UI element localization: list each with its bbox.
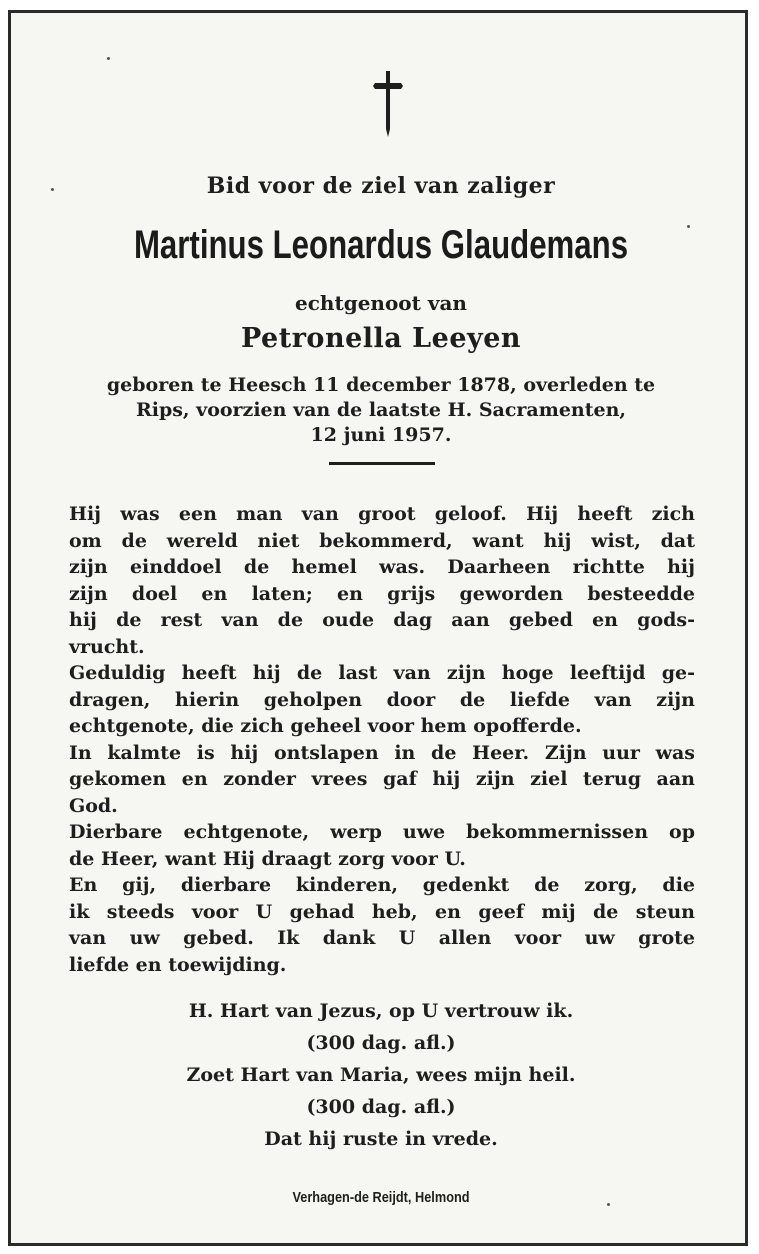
text-line: Dierbare echtgenote, werp uwe bekommernissen op — [69, 821, 695, 843]
bio-line: Rips, voorzien van de laatste H. Sacramenten, — [135, 399, 627, 421]
memorial-text — [69, 501, 695, 978]
bio-line: geboren te Heesch 11 december 1878, overleden te — [106, 374, 656, 396]
deceased-name: Martinus Leonardus Glaudemans — [133, 223, 629, 267]
prayer-line: H. Hart van Jezus, op U vertrouw ik. — [188, 1000, 574, 1022]
text-line: zijn doel en laten; en grijs geworden besteedde — [69, 582, 695, 605]
paper-speck — [607, 1203, 610, 1206]
text-line: liefde en toewijding. — [69, 953, 287, 976]
text-line: zijn einddoel de hemel was. Daarheen richtte hij — [69, 556, 695, 578]
text-line: hij de rest van de oude dag aan gebed en gods- — [69, 609, 695, 631]
text-line: Hij was een man van groot geloof. Hij heeft zich — [69, 503, 695, 525]
paper-speck — [51, 188, 54, 191]
text-line: gekomen en zonder vrees gaf hij zijn ziel terug aan — [69, 768, 695, 790]
text-line: echtgenote, die zich geheel voor hem opofferde. — [69, 715, 582, 737]
text-line: dragen, hierin geholpen door de liefde van zijn — [69, 688, 695, 711]
text-line: vrucht. — [69, 635, 145, 658]
printer-credit: Verhagen-de Reijdt, Helmond — [292, 1189, 470, 1206]
memorial-card — [8, 10, 748, 1246]
prayer-note: (300 dag. afl.) — [306, 1032, 456, 1054]
biography — [11, 373, 751, 448]
divider-rule — [329, 462, 435, 465]
paper-speck — [107, 57, 110, 60]
text-line: ik steeds voor U gehad heb, en geef mij de steun — [69, 900, 695, 923]
prayer-note: (300 dag. afl.) — [306, 1096, 456, 1118]
bio-line: 12 juni 1957. — [310, 424, 452, 446]
paper-speck — [687, 225, 690, 228]
spouse-intro: echtgenoot van — [295, 291, 467, 315]
text-line: In kalmte is hij ontslapen in de Heer. Zijn uur was — [69, 741, 695, 764]
spouse-name: Petronella Leeyen — [240, 323, 522, 354]
text-line: God. — [69, 794, 118, 817]
text-line: van uw gebed. Ik dank U allen voor uw grote — [69, 927, 695, 949]
indulgence-prayers — [11, 995, 751, 1155]
prayer-line: Zoet Hart van Maria, wees mijn heil. — [186, 1064, 576, 1086]
text-line: Geduldig heeft hij de last van zijn hoge leeftijd ge- — [69, 662, 695, 684]
text-line: En gij, dierbare kinderen, gedenkt de zorg, die — [69, 874, 695, 896]
text-line: de Heer, want Hij draagt zorg voor U. — [69, 847, 466, 870]
closing-line: Dat hij ruste in vrede. — [264, 1128, 498, 1150]
prayer-intro: Bid voor de ziel van zaliger — [206, 173, 556, 199]
cross-icon — [371, 69, 405, 139]
text-line: om de wereld niet bekommerd, want hij wist, dat — [69, 529, 695, 552]
